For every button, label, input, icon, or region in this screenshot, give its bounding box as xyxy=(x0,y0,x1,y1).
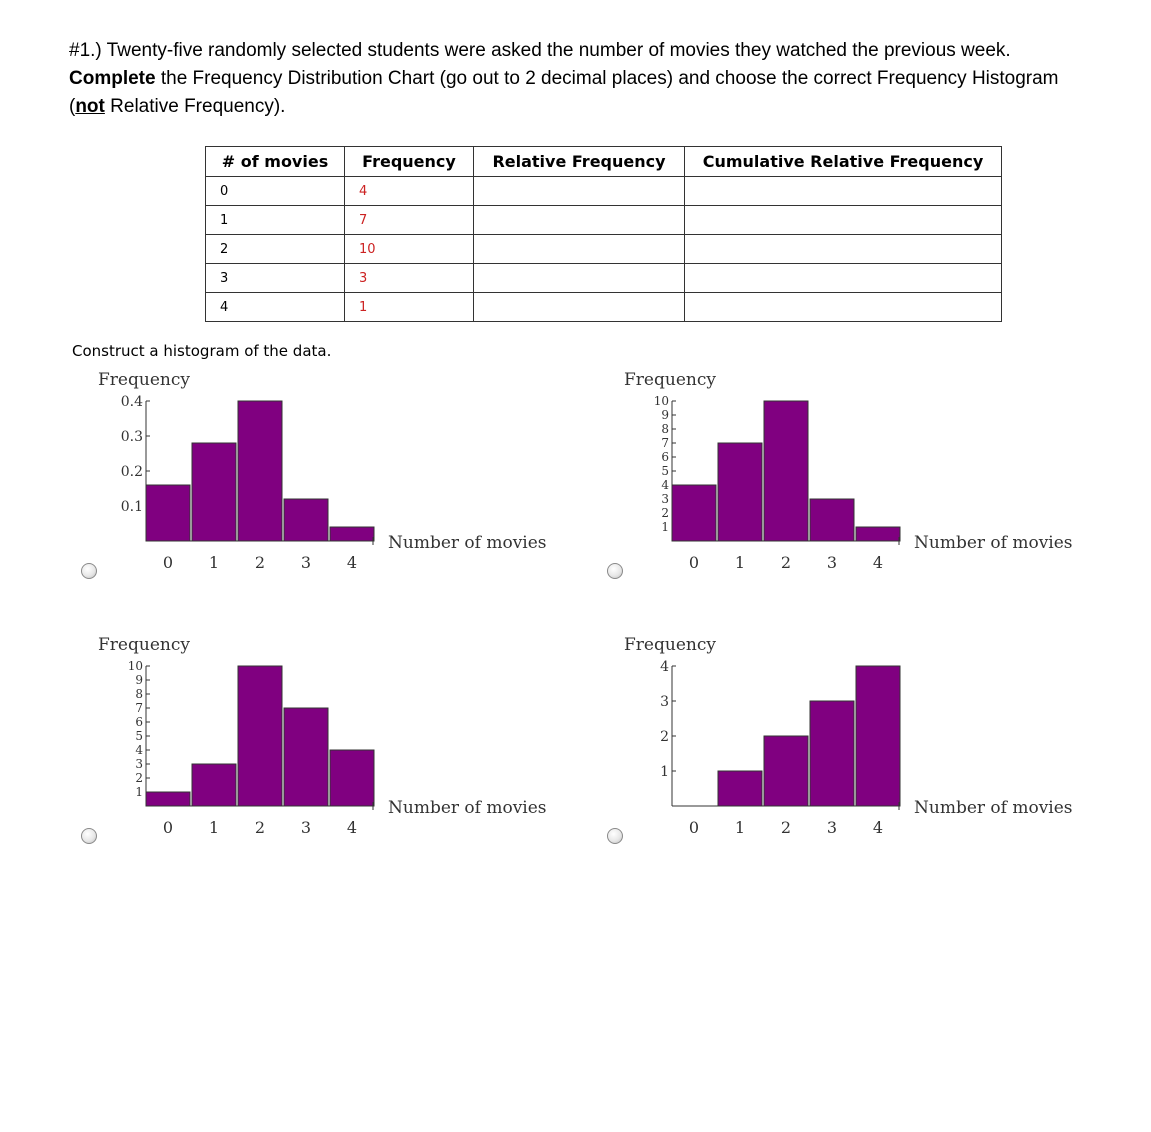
y-tick-label: 2 xyxy=(135,771,143,785)
cell-cumulative-relative-frequency[interactable] xyxy=(685,206,1002,235)
radio-option-a[interactable] xyxy=(81,563,97,579)
x-tick-label: 4 xyxy=(346,818,358,837)
table-row xyxy=(206,235,1002,264)
histogram-option-a[interactable] xyxy=(78,365,598,595)
header-relative-frequency: Relative Frequency xyxy=(474,147,685,177)
y-axis-label: Frequency xyxy=(624,635,716,655)
x-tick-label: 0 xyxy=(688,818,700,837)
histogram-chart-d xyxy=(604,630,1084,840)
x-tick-label: 4 xyxy=(872,818,884,837)
radio-option-d[interactable] xyxy=(607,828,623,844)
y-tick-label: 3 xyxy=(135,757,143,771)
histogram-bar xyxy=(238,401,282,541)
table-row xyxy=(206,177,1002,206)
y-tick-label: 0.4 xyxy=(120,394,143,410)
header-cumulative-relative-frequency: Cumulative Relative Frequency xyxy=(685,147,1002,177)
cell-relative-frequency[interactable] xyxy=(474,293,685,322)
x-tick-label: 0 xyxy=(162,553,174,572)
histogram-bar xyxy=(192,764,236,806)
question-suffix: Relative Frequency). xyxy=(104,96,286,117)
table-row xyxy=(206,264,1002,293)
y-tick-label: 4 xyxy=(660,659,669,675)
histogram-bar xyxy=(330,750,374,806)
histogram-bar xyxy=(238,666,282,806)
x-tick-label: 2 xyxy=(254,818,266,837)
y-tick-label: 9 xyxy=(661,408,669,422)
histogram-bar xyxy=(146,792,190,806)
y-tick-label: 1 xyxy=(135,785,143,799)
y-tick-label: 6 xyxy=(135,715,143,729)
y-tick-label: 5 xyxy=(135,729,143,743)
x-tick-label: 2 xyxy=(254,553,266,572)
y-axis-label: Frequency xyxy=(624,370,716,390)
x-tick-label: 3 xyxy=(300,818,312,837)
y-tick-label: 2 xyxy=(660,729,669,745)
cell-frequency: 1 xyxy=(345,293,474,322)
question-prefix: #1.) Twenty-five randomly selected students were asked the number of movies they watched the previous week. xyxy=(69,40,1011,61)
table-row xyxy=(206,293,1002,322)
y-tick-label: 7 xyxy=(661,436,669,450)
x-tick-label: 2 xyxy=(780,818,792,837)
cell-cumulative-relative-frequency[interactable] xyxy=(685,177,1002,206)
cell-movies: 1 xyxy=(206,206,345,235)
cell-movies: 3 xyxy=(206,264,345,293)
histogram-chart-a xyxy=(78,365,558,575)
cell-frequency: 7 xyxy=(345,206,474,235)
y-tick-label: 7 xyxy=(135,701,143,715)
histogram-chart-c xyxy=(78,630,558,840)
y-tick-label: 1 xyxy=(660,764,669,780)
histogram-bar xyxy=(810,499,854,541)
y-tick-label: 0.2 xyxy=(120,464,143,480)
cell-relative-frequency[interactable] xyxy=(474,177,685,206)
cell-frequency: 10 xyxy=(345,235,474,264)
header-movies: # of movies xyxy=(206,147,345,177)
x-tick-label: 3 xyxy=(300,553,312,572)
cell-relative-frequency[interactable] xyxy=(474,206,685,235)
x-tick-label: 2 xyxy=(780,553,792,572)
y-tick-label: 8 xyxy=(135,687,143,701)
histogram-option-d[interactable] xyxy=(604,630,1124,860)
x-tick-label: 1 xyxy=(734,553,746,572)
y-tick-label: 0.1 xyxy=(120,499,143,515)
histogram-bar xyxy=(718,443,762,541)
x-axis-label: Number of movies xyxy=(914,533,1073,553)
table-row xyxy=(206,206,1002,235)
cell-movies: 2 xyxy=(206,235,345,264)
y-tick-label: 5 xyxy=(661,464,669,478)
question-middle: the Frequency Distribution Chart (go out to 2 decimal places) and choose the correct Frequency Histogram ( xyxy=(69,68,1059,117)
x-tick-label: 4 xyxy=(872,553,884,572)
y-tick-label: 8 xyxy=(661,422,669,436)
x-tick-label: 1 xyxy=(208,818,220,837)
y-tick-label: 6 xyxy=(661,450,669,464)
y-tick-label: 10 xyxy=(653,394,669,408)
cell-cumulative-relative-frequency[interactable] xyxy=(685,264,1002,293)
x-axis-label: Number of movies xyxy=(388,533,547,553)
radio-option-c[interactable] xyxy=(81,828,97,844)
y-tick-label: 9 xyxy=(135,673,143,687)
x-axis-label: Number of movies xyxy=(388,798,547,818)
header-frequency: Frequency xyxy=(345,147,474,177)
histogram-bar xyxy=(764,736,808,806)
y-tick-label: 3 xyxy=(660,694,669,710)
histogram-bar xyxy=(856,666,900,806)
table-header-row xyxy=(206,147,1002,177)
question-text xyxy=(69,37,1079,121)
radio-option-b[interactable] xyxy=(607,563,623,579)
histogram-instruction: Construct a histogram of the data. xyxy=(72,342,332,360)
x-tick-label: 1 xyxy=(734,818,746,837)
histogram-bar xyxy=(856,527,900,541)
y-axis-label: Frequency xyxy=(98,635,190,655)
x-tick-label: 4 xyxy=(346,553,358,572)
histogram-bar xyxy=(764,401,808,541)
x-axis-label: Number of movies xyxy=(914,798,1073,818)
cell-cumulative-relative-frequency[interactable] xyxy=(685,293,1002,322)
histogram-bar xyxy=(146,485,190,541)
cell-movies: 0 xyxy=(206,177,345,206)
question-bold-complete: Complete xyxy=(69,68,156,89)
y-tick-label: 4 xyxy=(135,743,143,757)
x-tick-label: 0 xyxy=(688,553,700,572)
x-tick-label: 3 xyxy=(826,553,838,572)
y-tick-label: 2 xyxy=(661,506,669,520)
histogram-chart-b xyxy=(604,365,1084,575)
histogram-bar xyxy=(192,443,236,541)
histogram-option-c[interactable] xyxy=(78,630,598,860)
y-tick-label: 0.3 xyxy=(120,429,143,445)
cell-frequency: 4 xyxy=(345,177,474,206)
histogram-bar xyxy=(284,499,328,541)
y-axis-label: Frequency xyxy=(98,370,190,390)
x-tick-label: 0 xyxy=(162,818,174,837)
y-tick-label: 3 xyxy=(661,492,669,506)
frequency-distribution-table xyxy=(205,146,1002,322)
cell-relative-frequency[interactable] xyxy=(474,235,685,264)
x-tick-label: 3 xyxy=(826,818,838,837)
cell-movies: 4 xyxy=(206,293,345,322)
cell-cumulative-relative-frequency[interactable] xyxy=(685,235,1002,264)
histogram-bar xyxy=(330,527,374,541)
y-tick-label: 4 xyxy=(661,478,669,492)
y-tick-label: 10 xyxy=(127,659,143,673)
cell-relative-frequency[interactable] xyxy=(474,264,685,293)
question-underline-not: not xyxy=(75,96,105,117)
histogram-bar xyxy=(810,701,854,806)
histogram-option-b[interactable] xyxy=(604,365,1124,595)
cell-frequency: 3 xyxy=(345,264,474,293)
y-tick-label: 1 xyxy=(661,520,669,534)
histogram-bar xyxy=(672,485,716,541)
x-tick-label: 1 xyxy=(208,553,220,572)
histogram-bar xyxy=(718,771,762,806)
histogram-bar xyxy=(284,708,328,806)
